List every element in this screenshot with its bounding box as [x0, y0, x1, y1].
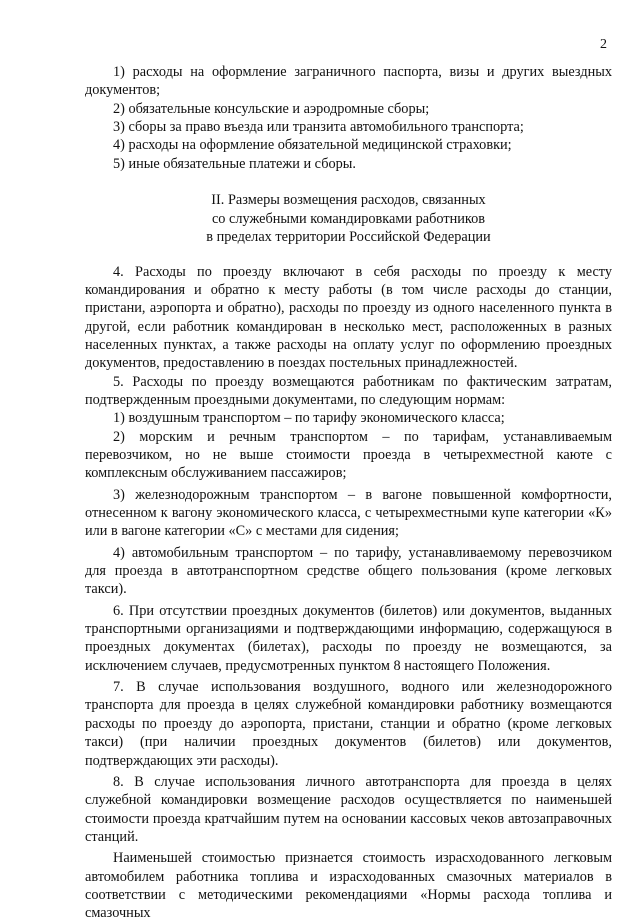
- section-heading: [85, 191, 612, 247]
- list-item-expense-2: 2) обязательные консульские и аэродромные сборы;: [113, 100, 430, 117]
- paragraph-5-item-2: 2) морским и речным транспортом – по тарифам, устанавливаемым перевозчиком, но не выше стоимости проезда в четырехместной каюте с комплексным обслуживанием пассажиров;: [85, 428, 612, 482]
- document-body: [85, 63, 612, 923]
- section-heading-line-2: со служебными командировками работников: [211, 210, 486, 227]
- list-item-expense-4: 4) расходы на оформление обязательной медицинской страховки;: [113, 137, 512, 154]
- paragraph-5-item-4: 4) автомобильным транспортом – по тарифу, устанавливаемому перевозчиком для проезда в автотранспортном средстве общего пользования (кроме легковых такси).: [85, 544, 612, 598]
- section-heading-line-1: II. Размеры возмещения расходов, связанных: [211, 192, 486, 209]
- paragraph-5-item-3: 3) железнодорожным транспортом – в вагоне повышенной комфортности, отнесенном к вагону экономического класса, с четырехместными купе категории «К» или в вагоне категории «С» с местами для сидения;: [85, 486, 612, 540]
- paragraph-6: 6. При отсутствии проездных документов (билетов) или документов, выданных транспортными организациями и подтверждающими информацию, содержащуюся в проездных документах (билетах), расходы по проезду не возмещаются, за исключением случаев, предусмотренных пунктом 8 настоящего Положения.: [85, 602, 612, 674]
- list-item-expense-1: 1) расходы на оформление заграничного паспорта, визы и других выездных документов;: [85, 64, 612, 99]
- section-heading-line-3: в пределах территории Российской Федерации: [206, 229, 491, 246]
- paragraph-9: Наименьшей стоимостью признается стоимость израсходованного легковым автомобилем работника топлива и израсходованных смазочных материалов в соответствии с методическими рекомендациями «Нормы расхода топлива и смазочных: [85, 850, 612, 922]
- list-item-expense-5: 5) иные обязательные платежи и сборы.: [113, 155, 356, 172]
- paragraph-7: 7. В случае использования воздушного, водного или железнодорожного транспорта для проезда в целях служебной командировки работнику возмещаются расходы по проезду до аэропорта, пристани, станции и обратно (кроме легковых такси) (при наличии проездных документов (билетов) или документов, подтверждающих эти расходы).: [85, 679, 612, 769]
- list-item-expense-3: 3) сборы за право въезда или транзита автомобильного транспорта;: [113, 119, 524, 136]
- paragraph-5-item-1: 1) воздушным транспортом – по тарифу экономического класса;: [113, 410, 505, 427]
- paragraph-8: 8. В случае использования личного автотранспорта для проезда в целях служебной командировки возмещение расходов осуществляется по наименьшей стоимости проезда кратчайшим путем на основании кассовых чеков автозаправочных станций.: [85, 773, 612, 845]
- page-number: 2: [600, 37, 607, 52]
- paragraph-4: 4. Расходы по проезду включают в себя расходы по проезду к месту командирования и обратно к месту работы (в том числе расходы до станции, пристани, аэропорта и обратно), расходы по проезду из одного населенного пункта в другой, если работник командирован в несколько мест, расположенных в разных населенных пунктах, а также расходы на оплату услуг по оформлению проездных документов, предоставлению в поездах постельных принадлежностей.: [85, 263, 612, 372]
- paragraph-5: 5. Расходы по проезду возмещаются работникам по фактическим затратам, подтвержденным проездными документами, по следующим нормам:: [85, 373, 612, 408]
